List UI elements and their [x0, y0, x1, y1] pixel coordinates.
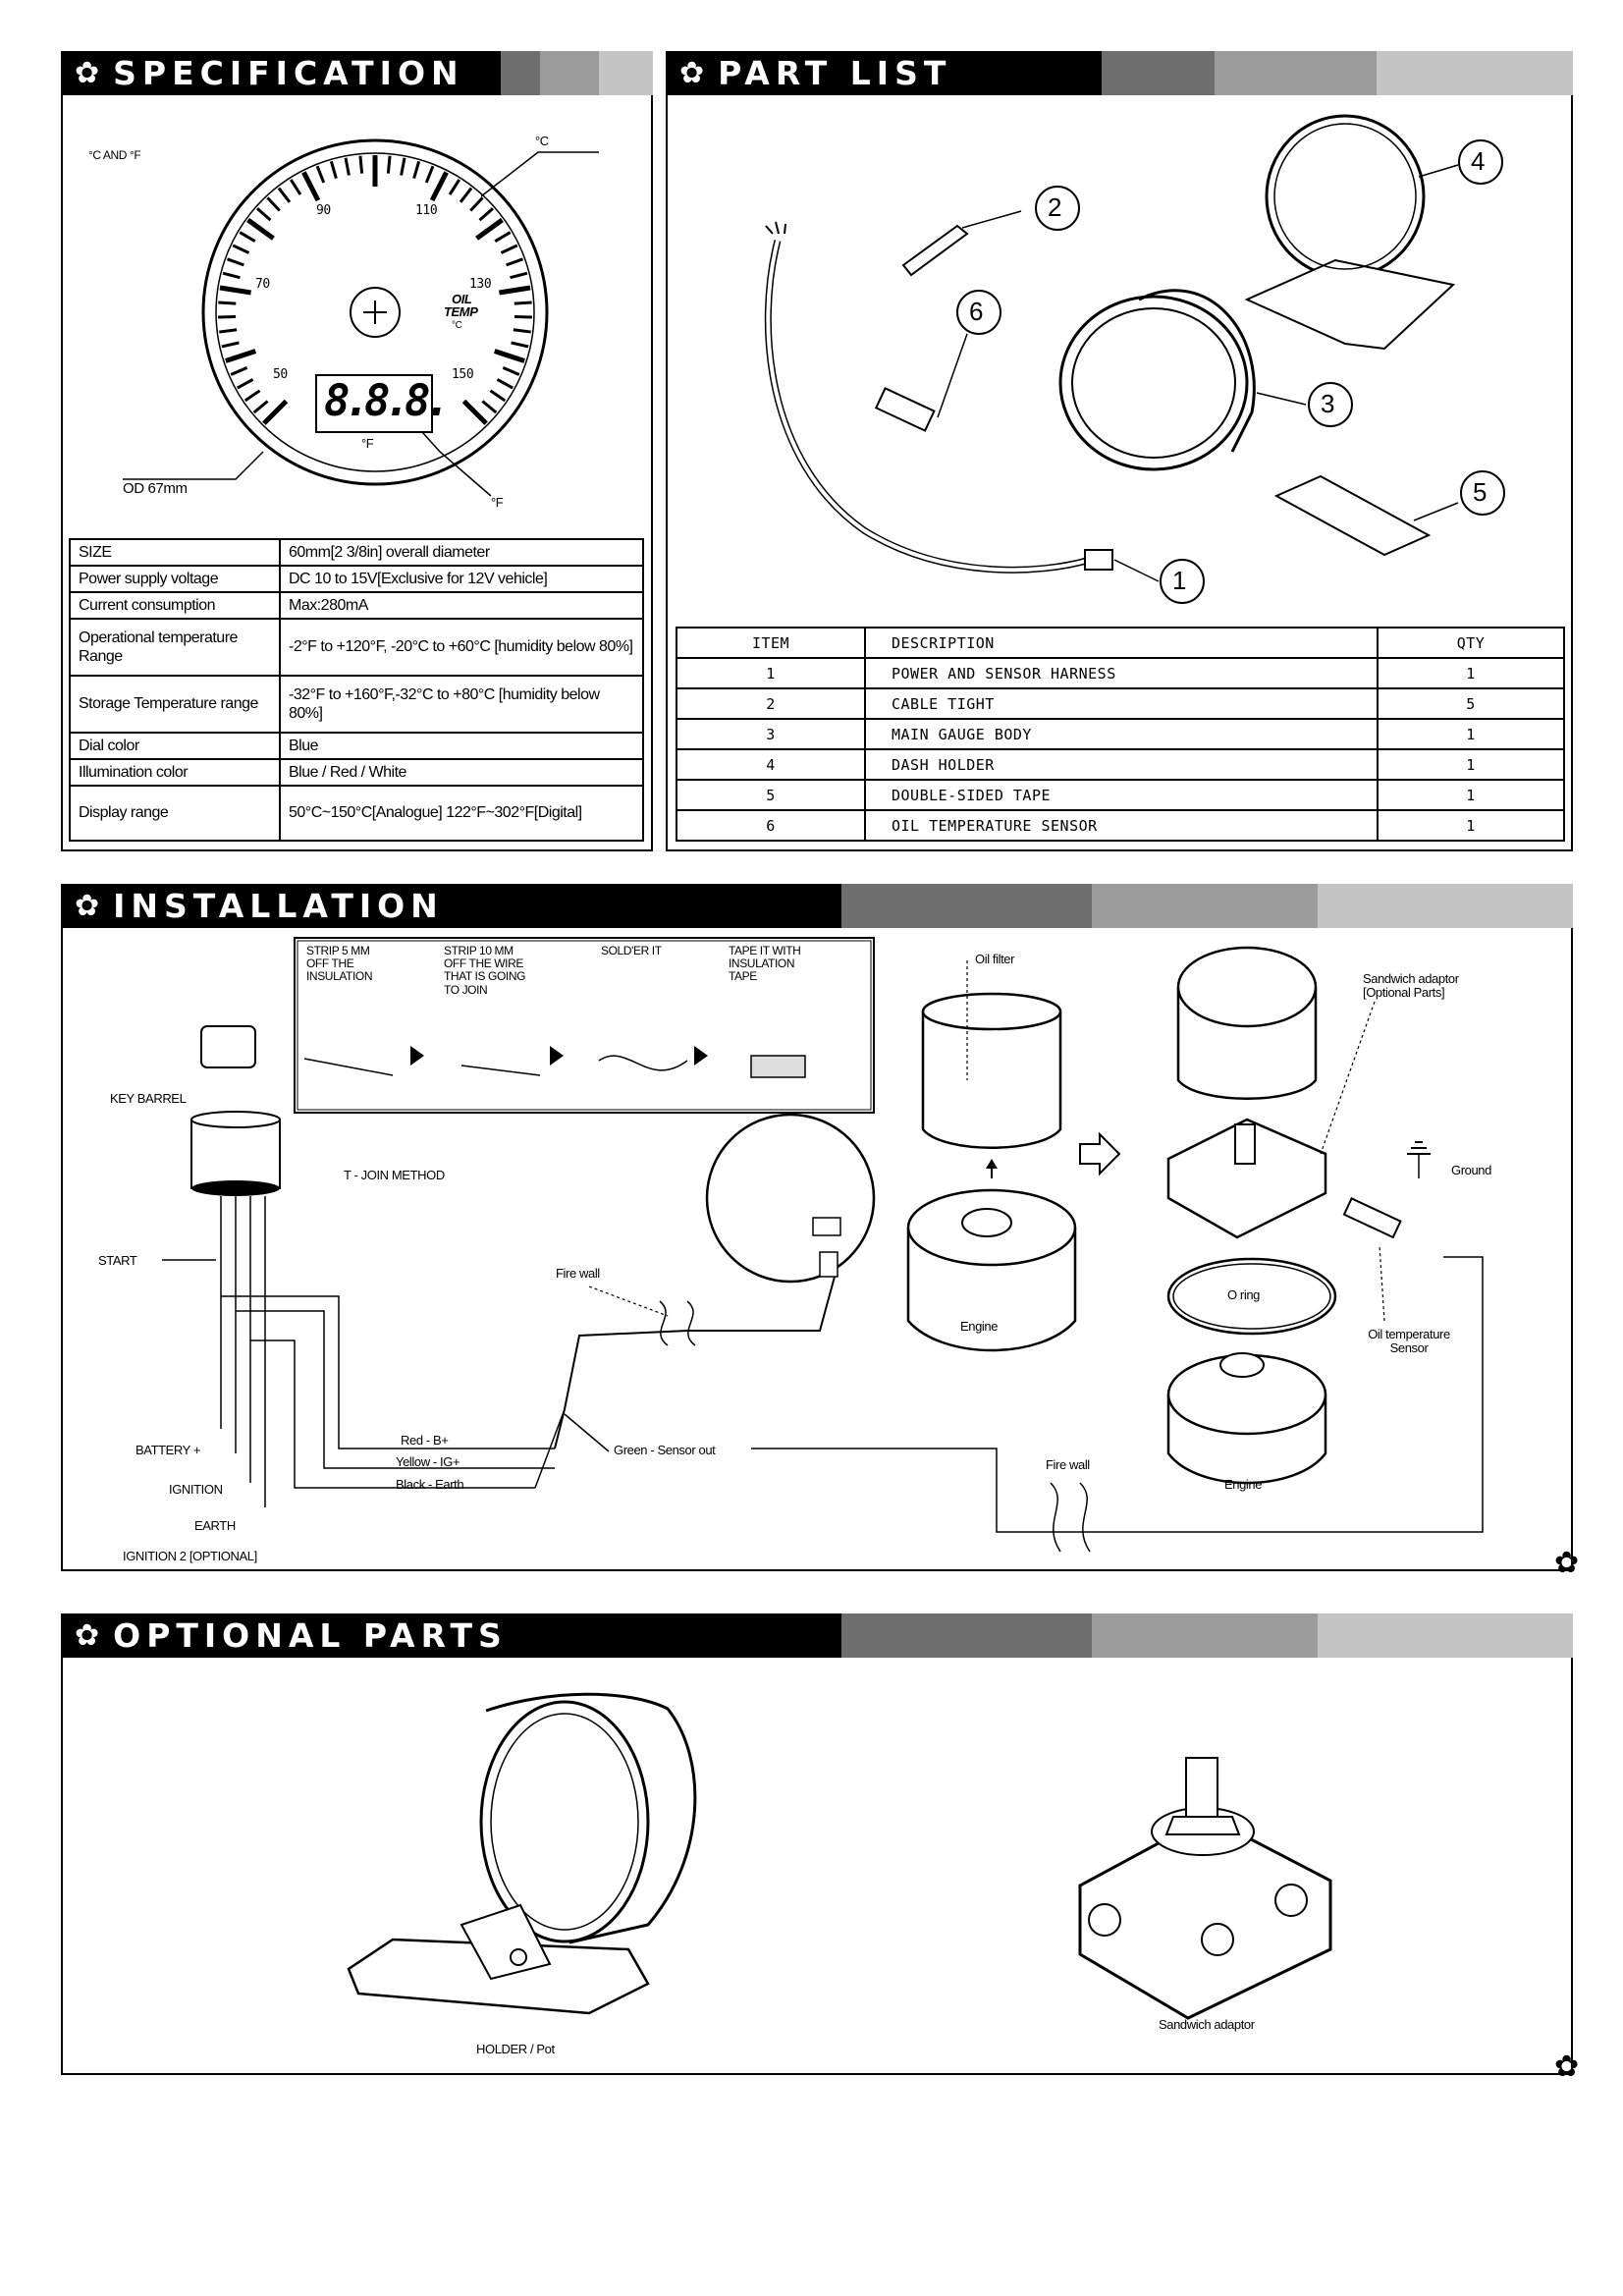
- part-callout-5: 5: [1473, 477, 1488, 507]
- cell-desc: POWER AND SENSOR HARNESS: [865, 658, 1378, 688]
- label-ignition: IGNITION: [169, 1482, 223, 1497]
- step-2: STRIP 10 MM OFF THE WIRE THAT IS GOING TO JOIN: [444, 944, 526, 997]
- gauge-name-line1: OIL: [452, 292, 472, 306]
- spec-value: -32°F to +160°F,-32°C to +80°C [humidity below 80%]: [280, 676, 643, 733]
- cell-desc: DOUBLE-SIDED TAPE: [865, 780, 1378, 810]
- cell-item: 4: [676, 749, 865, 780]
- flower-icon: ✿: [75, 56, 100, 90]
- section-title: SPECIFICATION: [113, 54, 464, 92]
- spec-key: Illumination color: [70, 759, 280, 786]
- cell-item: 3: [676, 719, 865, 749]
- part-callout-4: 4: [1471, 146, 1486, 176]
- cell-qty: 1: [1378, 780, 1564, 810]
- gauge-od-label: OD 67mm: [123, 480, 188, 497]
- spec-value: 60mm[2 3/8in] overall diameter: [280, 539, 643, 566]
- label-battery: BATTERY +: [135, 1443, 201, 1457]
- spec-value: Max:280mA: [280, 592, 643, 619]
- gauge-unit-c: °C: [535, 134, 549, 148]
- step-1: STRIP 5 MM OFF THE INSULATION: [306, 944, 373, 984]
- cell-desc: MAIN GAUGE BODY: [865, 719, 1378, 749]
- part-callout-6: 6: [969, 297, 984, 326]
- gauge-digital-display: 8.8.8.: [324, 376, 445, 426]
- spec-key: Storage Temperature range: [70, 676, 280, 733]
- gauge-unit-note: °C AND °F: [88, 148, 141, 162]
- label-engine-1: Engine: [960, 1319, 999, 1334]
- label-black-wire: Black - Earth: [396, 1477, 464, 1492]
- label-holder-pot: HOLDER / Pot: [476, 2042, 555, 2056]
- gauge-tick-label: 130: [469, 277, 492, 292]
- cell-qty: 5: [1378, 688, 1564, 719]
- label-key-barrel: KEY BARREL: [110, 1091, 187, 1106]
- spec-value: DC 10 to 15V[Exclusive for 12V vehicle]: [280, 566, 643, 592]
- label-fire-wall-1: Fire wall: [556, 1266, 600, 1281]
- spec-key: Power supply voltage: [70, 566, 280, 592]
- label-earth: EARTH: [194, 1518, 236, 1533]
- spec-key: Current consumption: [70, 592, 280, 619]
- section-title: INSTALLATION: [113, 887, 444, 925]
- label-ground: Ground: [1451, 1163, 1491, 1177]
- spec-value: Blue / Red / White: [280, 759, 643, 786]
- gauge-tick-label: 150: [452, 367, 474, 382]
- label-yellow-wire: Yellow - IG+: [396, 1454, 460, 1469]
- label-sensor: Oil temperature Sensor: [1368, 1327, 1450, 1356]
- part-callout-3: 3: [1321, 389, 1335, 418]
- gauge-tick-label: 50: [273, 367, 288, 382]
- flower-icon: ✿: [1554, 1547, 1580, 1579]
- spec-key: Dial color: [70, 733, 280, 759]
- label-oil-filter: Oil filter: [975, 952, 1015, 966]
- label-sandwich-adaptor: Sandwich adaptor: [1159, 2017, 1255, 2032]
- col-header-item: ITEM: [676, 628, 865, 658]
- gauge-tick-label: 110: [415, 203, 438, 218]
- part-callout-2: 2: [1048, 192, 1062, 222]
- cell-item: 2: [676, 688, 865, 719]
- cell-desc: OIL TEMPERATURE SENSOR: [865, 810, 1378, 841]
- label-o-ring: O ring: [1227, 1287, 1261, 1302]
- section-title: OPTIONAL PARTS: [113, 1616, 508, 1655]
- label-sandwich: Sandwich adaptor [Optional Parts]: [1363, 971, 1459, 1001]
- label-green-wire: Green - Sensor out: [614, 1443, 716, 1457]
- cell-qty: 1: [1378, 749, 1564, 780]
- step-3: SOLD'ER IT: [601, 944, 662, 957]
- label-red-wire: Red - B+: [401, 1433, 449, 1448]
- cell-qty: 1: [1378, 658, 1564, 688]
- cell-desc: DASH HOLDER: [865, 749, 1378, 780]
- flower-icon: ✿: [1554, 2050, 1580, 2083]
- cell-item: 5: [676, 780, 865, 810]
- part-callout-1: 1: [1172, 566, 1187, 595]
- spec-value: 50°C~150°C[Analogue] 122°F~302°F[Digital]: [280, 786, 643, 841]
- cell-item: 6: [676, 810, 865, 841]
- gauge-display-unit: °F: [361, 436, 374, 451]
- gauge-unit-f-bottom: °F: [491, 495, 504, 510]
- spec-key: SIZE: [70, 539, 280, 566]
- spec-value: Blue: [280, 733, 643, 759]
- section-title: PART LIST: [718, 54, 952, 92]
- spec-value: -2°F to +120°F, -20°C to +60°C [humidity below 80%]: [280, 619, 643, 676]
- gauge-tick-label: 70: [255, 277, 270, 292]
- flower-icon: ✿: [679, 56, 705, 90]
- spec-key: Operational temperature Range: [70, 619, 280, 676]
- label-engine-2: Engine: [1224, 1477, 1263, 1492]
- flower-icon: ✿: [75, 1618, 100, 1653]
- label-fire-wall-2: Fire wall: [1046, 1457, 1090, 1472]
- step-4: TAPE IT WITH INSULATION TAPE: [729, 944, 801, 984]
- gauge-tick-label: 90: [316, 203, 331, 218]
- label-ignition2: IGNITION 2 [OPTIONAL]: [123, 1549, 257, 1563]
- label-start: START: [98, 1253, 137, 1268]
- cell-desc: CABLE TIGHT: [865, 688, 1378, 719]
- col-header-qty: QTY: [1378, 628, 1564, 658]
- label-t-join: T - JOIN METHOD: [344, 1168, 445, 1182]
- spec-key: Display range: [70, 786, 280, 841]
- cell-qty: 1: [1378, 719, 1564, 749]
- gauge-name-unit: °C: [452, 320, 462, 331]
- col-header-desc: DESCRIPTION: [865, 628, 1378, 658]
- cell-qty: 1: [1378, 810, 1564, 841]
- flower-icon: ✿: [75, 889, 100, 923]
- gauge-name-line2: TEMP: [444, 304, 478, 319]
- cell-item: 1: [676, 658, 865, 688]
